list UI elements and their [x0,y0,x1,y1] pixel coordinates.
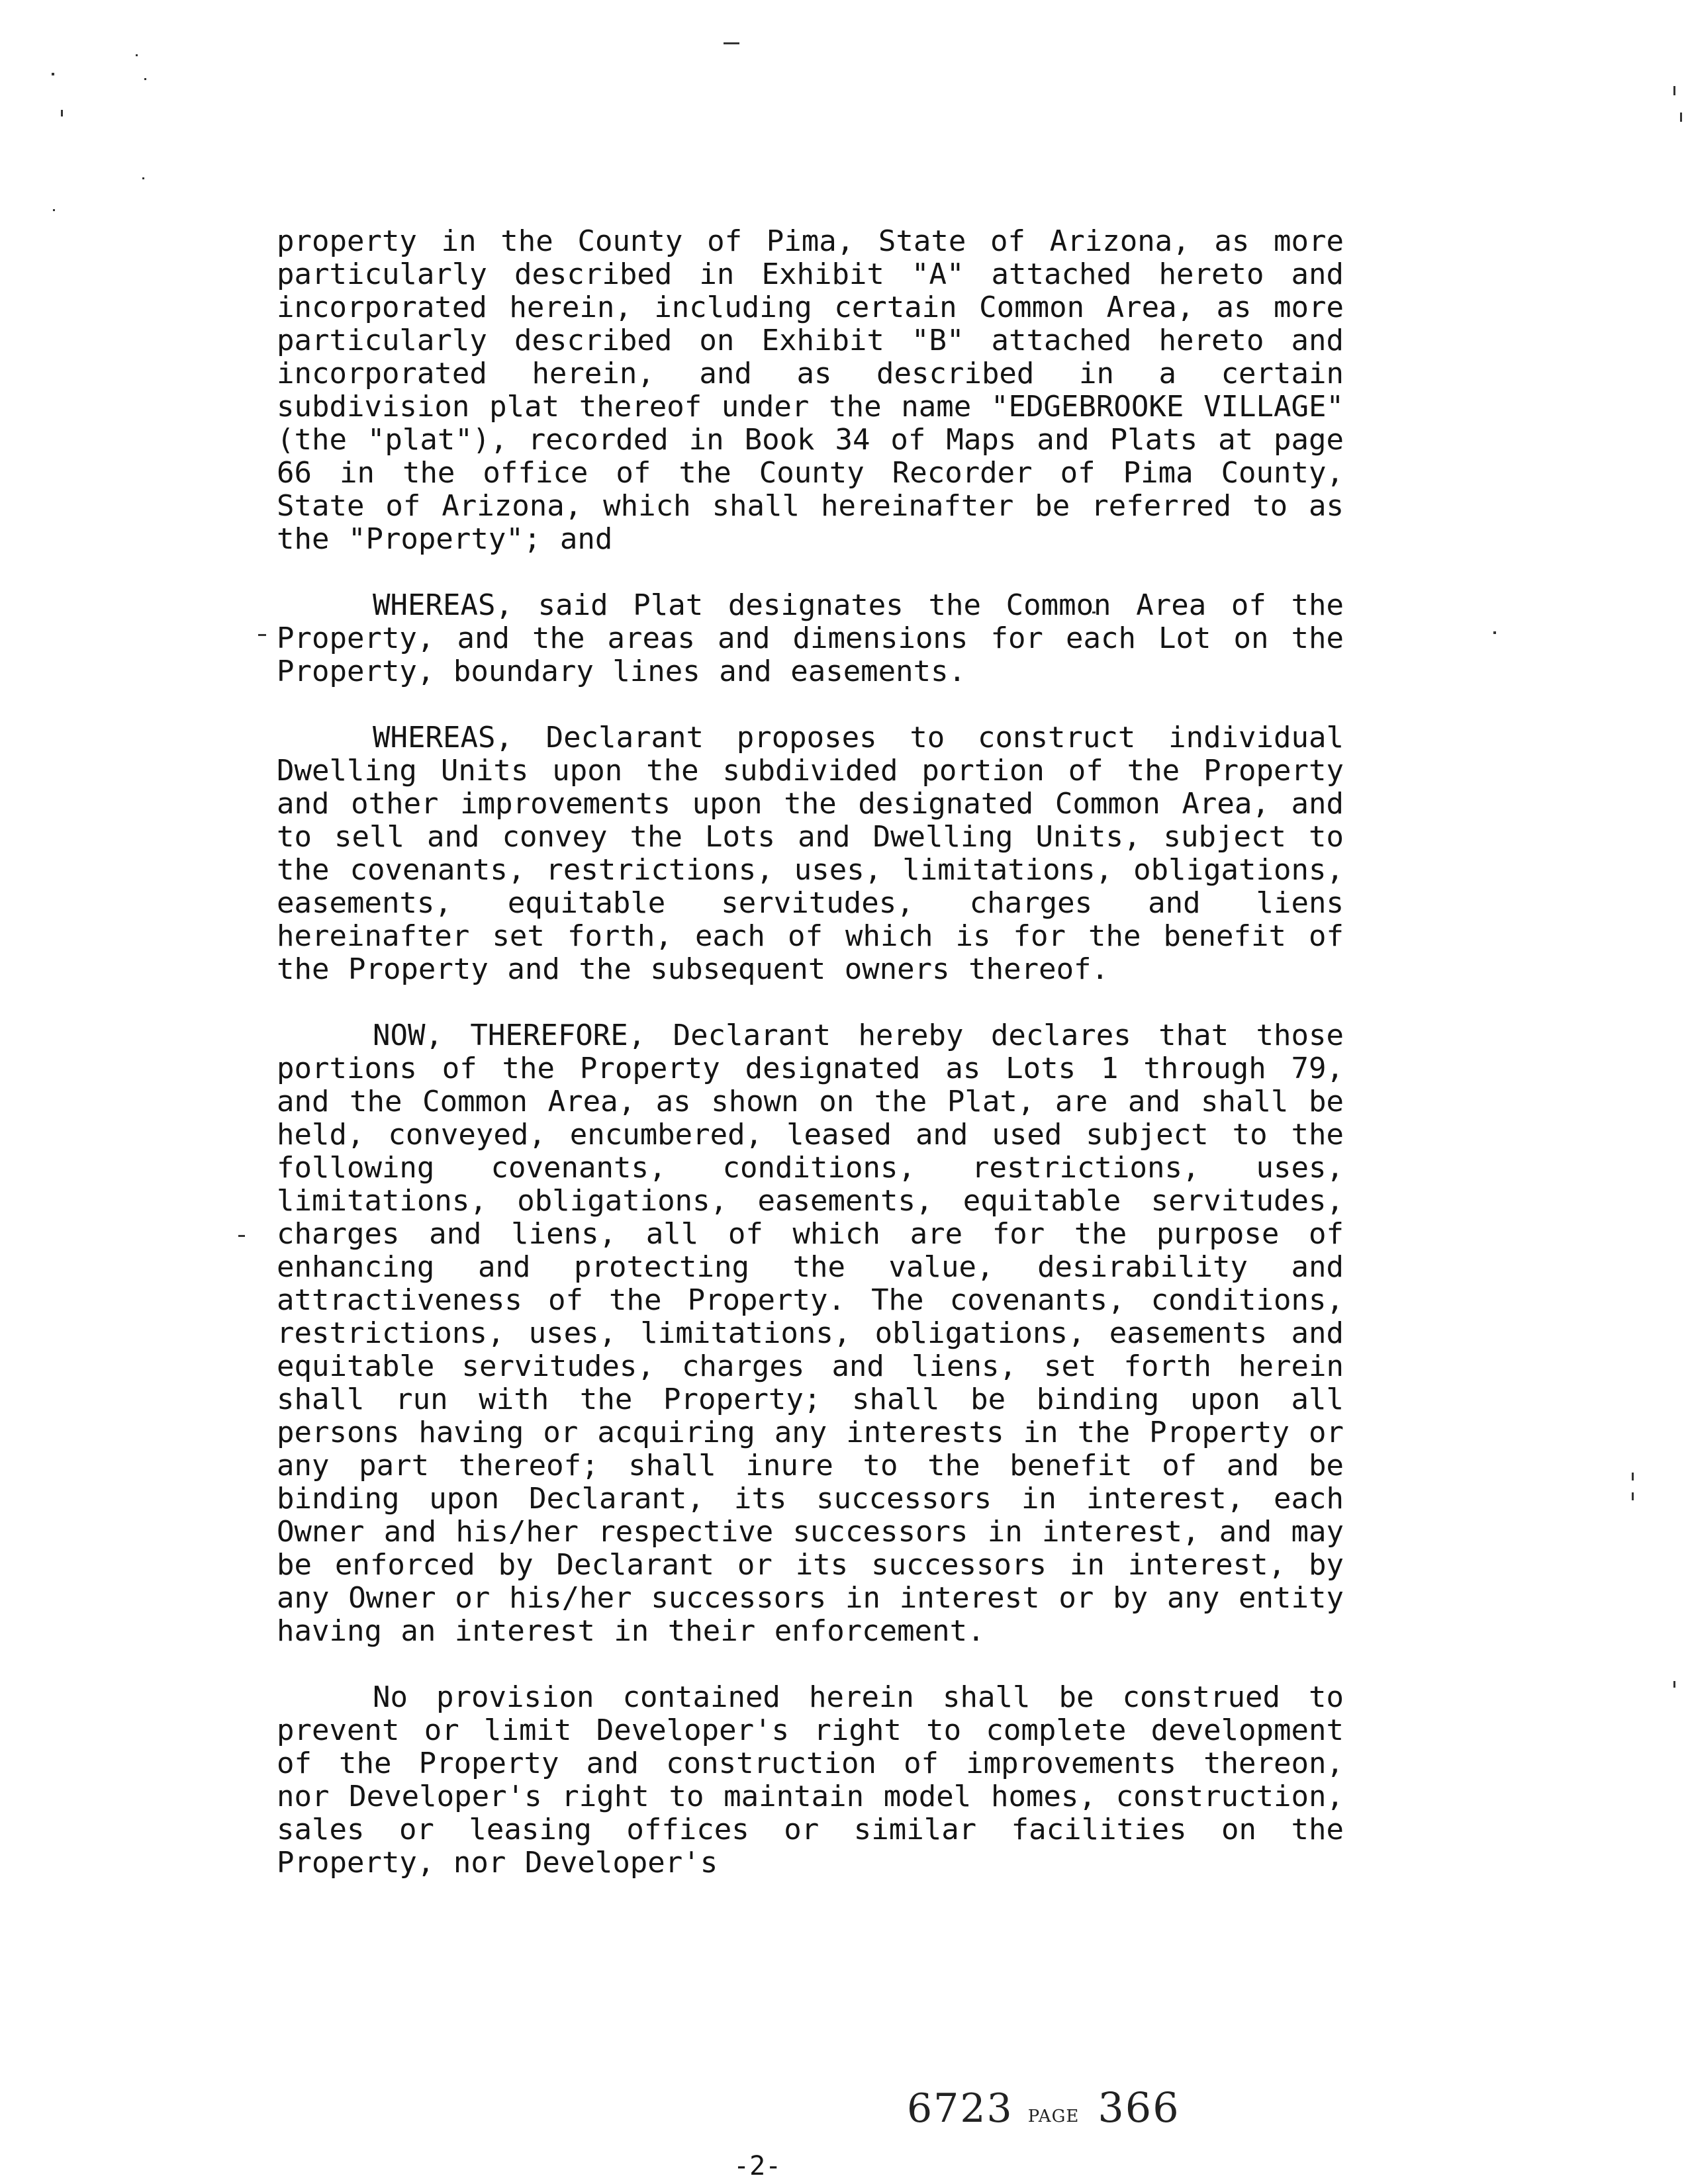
paragraph-now-therefore: NOW, THEREFORE, Declarant hereby declares that those portions of the Property designated as Lots 1 through 79, and the Common Area, as shown on the Plat, are and shall be held, conveyed, encumbered, leased and used subject to the following covenants, conditions, restrictions, uses, limitations, obligations, easements, equitable servitudes, charges and liens, all of which are for the purpose of enhancing and protecting the value, desirability and attractiveness of the Property. The covenants, conditions, restrictions, uses, limitations, obligations, easements and equitable servitudes, charges and liens, set forth herein shall run with the Property; shall be binding upon all persons having or acquiring any interests in the Property or any part thereof; shall inure to the benefit of and be binding upon Declarant, its successors in interest, each Owner and his/her respective successors in interest, and may be enforced by Declarant or its successors in interest, by any Owner or his/her successors in interest or by any entity having an interest in their enforcement. [277,1019,1344,1648]
scan-speck [238,1235,245,1237]
scan-speck [61,110,63,116]
scan-speck [1680,113,1682,122]
recording-book-number: 6723 [907,2085,1013,2132]
scan-speck [144,78,146,80]
recording-page-number: 366 [1098,2083,1180,2132]
scan-speck [1632,1473,1634,1480]
scan-speck [136,54,138,56]
scan-speck [1493,631,1496,634]
scan-speck [724,42,739,44]
scan-speck [258,634,266,636]
recording-stamp [907,2083,1180,2132]
scan-speck [1673,86,1675,95]
scan-speck [52,73,54,75]
paragraph-no-provision: No provision contained herein shall be construed to prevent or limit Developer's right to complete development of the Property and construction of improvements thereon, nor Developer's right to maintain model homes, construction, sales or leasing offices or similar facilities on the Property, nor Developer's [277,1680,1344,1880]
scan-speck [1673,1681,1675,1688]
recording-page-label: PAGE [1027,2107,1080,2126]
page-number: -2- [733,2151,782,2181]
paragraph-whereas-declarant: WHEREAS, Declarant proposes to construct individual Dwelling Units upon the subdivided portion of the Property and other improvements upon the designated Common Area, and to sell and convey the Lots and Dwelling Units, subject to the covenants, restrictions, uses, limitations, obligations, easements, equitable servitudes, charges and liens hereinafter set forth, each of which is for the benefit of the Property and the subsequent owners thereof. [277,721,1344,986]
paragraph-property-description: property in the County of Pima, State of Arizona, as more particularly described in Exhibit "A" attached hereto and incorporated herein, including certain Common Area, as more particularly described on Exhibit "B" attached hereto and incorporated herein, and as described in a certain subdivision plat thereof under the name "EDGEBROOKE VILLAGE" (the "plat"), recorded in Book 34 of Maps and Plats at page 66 in the office of the County Recorder of Pima County, State of Arizona, which shall hereinafter be referred to as the "Property"; and [277,224,1344,556]
scan-speck [142,177,144,179]
scan-speck [1632,1492,1634,1500]
body-text [277,225,1344,1913]
scan-speck [53,209,55,211]
paragraph-whereas-plat: WHEREAS, said Plat designates the Common Area of the Property, and the areas and dimensions for each Lot on the Property, boundary lines and easements. [277,588,1344,688]
